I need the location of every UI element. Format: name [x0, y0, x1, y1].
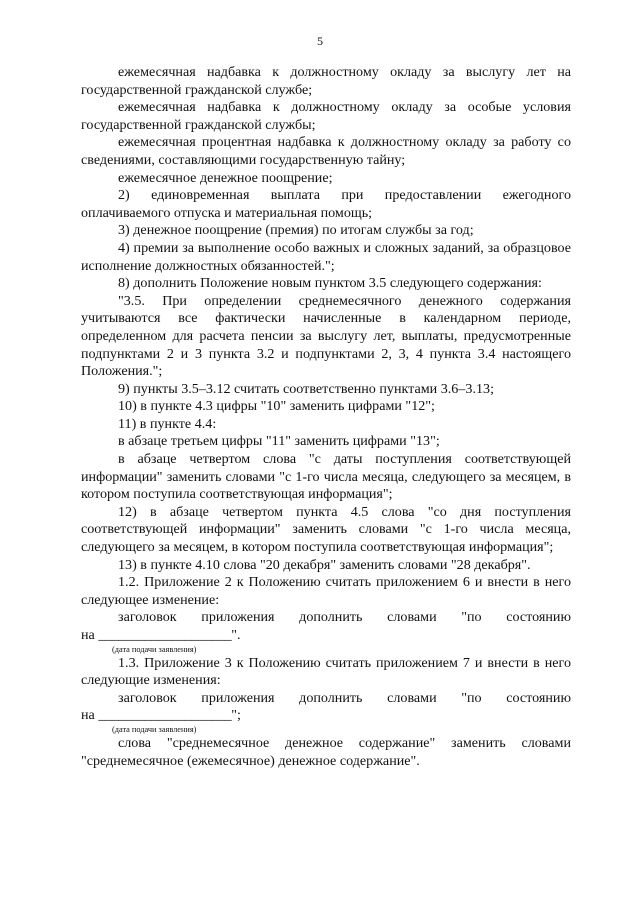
paragraph: 2) единовременная выплата при предоставлении ежегодного оплачиваемого отпуска и материальная помощь;: [81, 187, 571, 221]
blank-caption: (дата подачи заявления): [112, 644, 197, 654]
paragraph: слова "среднемесячное денежное содержание" заменить словами "среднемесячное (ежемесячное) денежное содержание".: [81, 734, 571, 769]
paragraph: "3.5. При определении среднемесячного денежного содержания учитываются все фактически начисленные в календарном периоде, определенном для расчета пенсии за выслугу лет, выплаты, предусмотренные подпунктами 2 и 3 пункта 3.2 и подпунктами 2, 3, 4 пункта 3.4 настоящего Положения.";: [81, 292, 571, 380]
fill-suffix: ";: [231, 707, 241, 724]
document-body: [81, 64, 571, 770]
fill-line: [81, 627, 571, 645]
paragraph: 13) в пункте 4.10 слова "20 декабря" заменить словами "28 декабря".: [118, 556, 531, 573]
paragraph: 11) в пункте 4.4:: [118, 415, 217, 432]
fill-prefix: на: [81, 627, 95, 643]
paragraph: 8) дополнить Положение новым пунктом 3.5 следующего содержания:: [118, 275, 542, 292]
fill-prefix: на: [81, 707, 95, 724]
paragraph: 9) пункты 3.5–3.12 считать соответственно пунктами 3.6–3.13;: [118, 380, 494, 397]
date-blank: ____________________: [98, 707, 232, 724]
paragraph: 1.3. Приложение 3 к Положению считать приложением 7 и внести в него следующие изменения:: [81, 654, 571, 689]
date-blank: ____________________: [98, 627, 232, 643]
paragraph: 3) денежное поощрение (премия) по итогам службы за год;: [118, 222, 474, 239]
fill-heading: заголовок приложения дополнить словами "по состоянию: [118, 609, 571, 626]
page-number: 5: [317, 34, 323, 48]
paragraph: ежемесячная надбавка к должностному окладу за особые условия государственной гражданской службы;: [81, 99, 571, 133]
paragraph: 1.2. Приложение 2 к Положению считать приложением 6 и внести в него следующее изменение:: [81, 574, 571, 608]
paragraph: 10) в пункте 4.3 цифры "10" заменить цифрами "12";: [118, 398, 435, 415]
blank-caption: (дата подачи заявления): [112, 724, 197, 734]
paragraph: 4) премии за выполнение особо важных и сложных заданий, за образцовое исполнение должностных обязанностей.";: [81, 239, 571, 274]
paragraph: ежемесячная надбавка к должностному окладу за выслугу лет на государственной гражданской службе;: [81, 64, 571, 98]
fill-suffix: ".: [231, 627, 241, 643]
paragraph: 12) в абзаце четвертом пункта 4.5 слова "со дня поступления соответствующей информации" заменить словами "с 1-го числа месяца, следующего за месяцем, в котором поступила соответствующая информация";: [81, 503, 571, 556]
fill-line: [81, 707, 571, 725]
paragraph: ежемесячное денежное поощрение;: [118, 169, 333, 186]
paragraph: в абзаце четвертом слова "с даты поступления соответствующей информации" заменить словами "с 1-го числа месяца, следующего за месяцем, в котором поступила соответствующая информация";: [81, 451, 571, 503]
fill-heading: заголовок приложения дополнить словами "по состоянию: [118, 689, 571, 706]
paragraph: ежемесячная процентная надбавка к должностному окладу за работу со сведениями, составляющими государственную тайну;: [81, 134, 571, 168]
paragraph: в абзаце третьем цифры "11" заменить цифрами "13";: [118, 433, 440, 450]
